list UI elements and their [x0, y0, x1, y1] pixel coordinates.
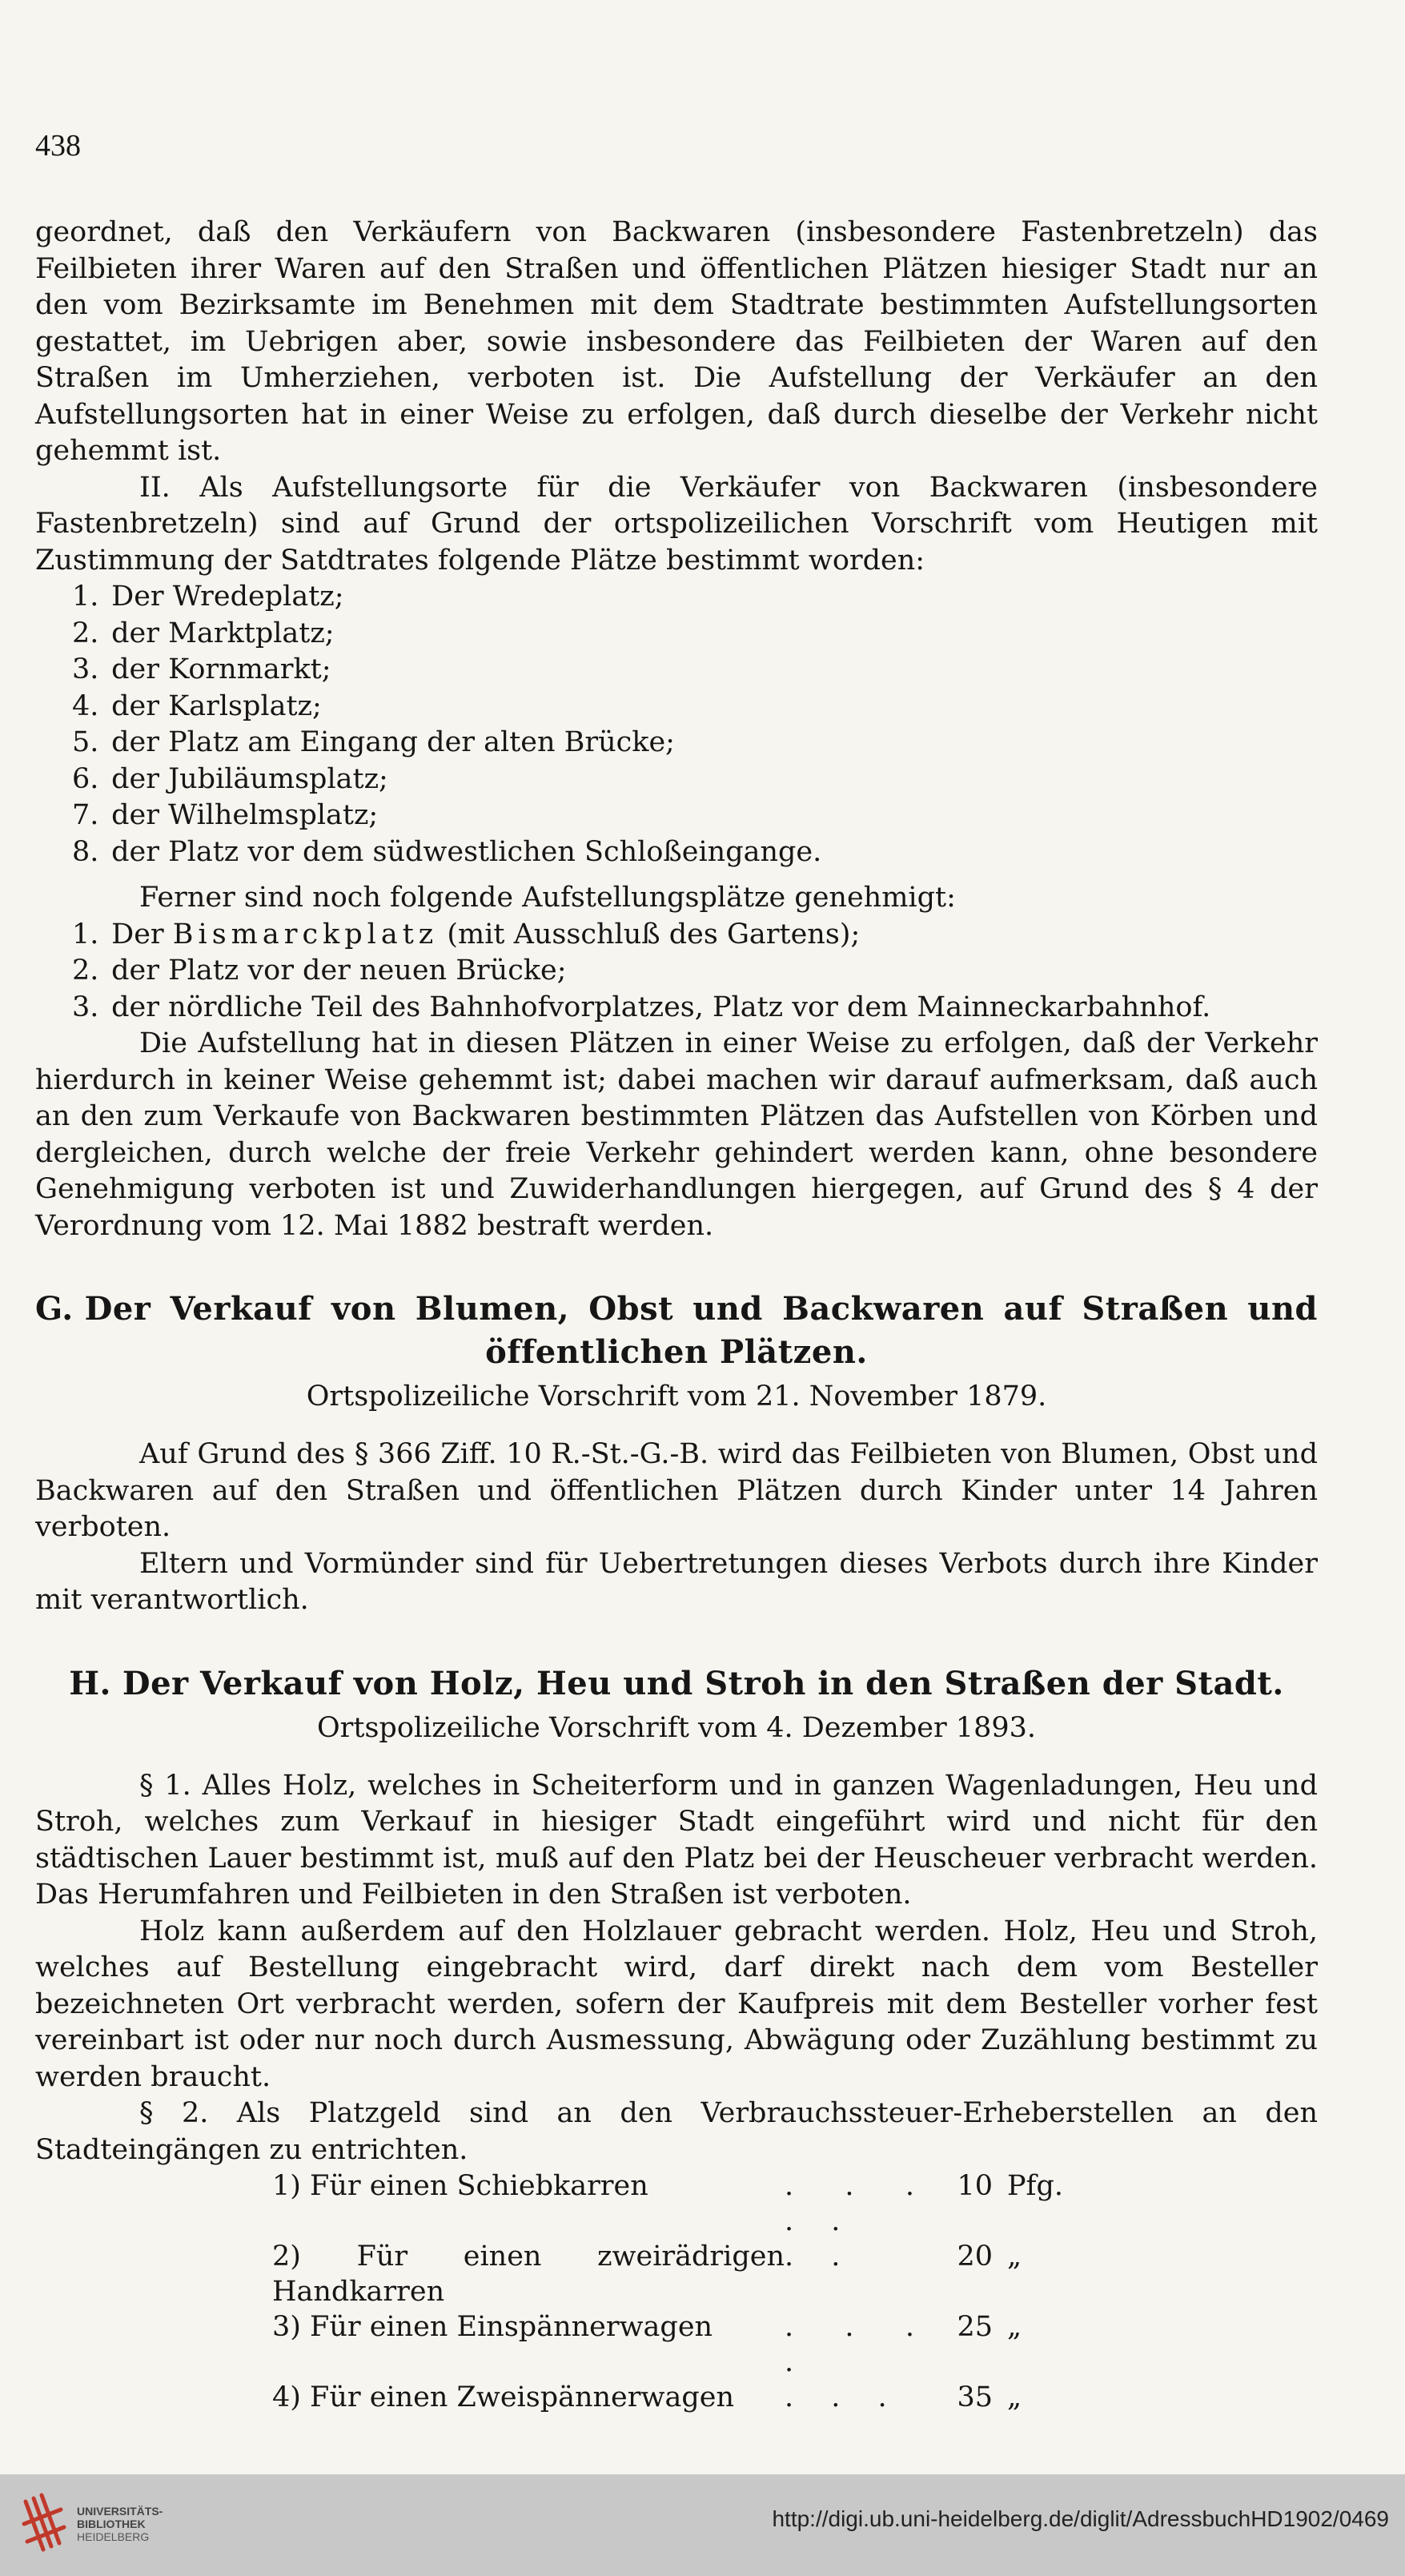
list-item: 1. Der Bismarckplatz (mit Ausschluß des Gartens);	[72, 918, 861, 950]
university-library-logo-icon	[19, 2492, 67, 2559]
list-item: 6. der Jubiläumsplatz;	[72, 762, 388, 795]
section-h-paragraph: § 2. Als Platzgeld sind an den Verbrauchssteuer-Erheberstellen an den Stadteingängen zu entrichten.	[35, 2097, 1318, 2166]
list-item: 2. der Platz vor der neuen Brücke;	[72, 954, 567, 987]
section-heading: Der Verkauf von Holz, Heu und Stroh in den Straßen der Stadt.	[122, 1664, 1284, 1702]
table-row: 3) Für einen Einspännerwagen . . . . 25 „	[272, 2311, 1022, 2378]
source-url-link[interactable]: http://digi.ub.uni-heidelberg.de/diglit/AdressbuchHD1902/0469	[772, 2506, 1389, 2531]
section-h-paragraph: Holz kann außerdem auf den Holzlauer gebracht werden. Holz, Heu und Stroh, welches auf Bestellung eingebracht wird, darf direkt nach dem vom Besteller bezeichneten Ort verbracht werden, sofern der Kaufpreis mit dem Besteller vorher fest vereinbart ist oder nur noch durch Ausmessung, Abwägung oder Zuzählung bestimmt zu werden braucht.	[35, 1915, 1318, 2093]
fee-table	[272, 2168, 1071, 2415]
section-h-subtitle: Ortspolizeiliche Vorschrift vom 4. Dezember 1893.	[316, 1711, 1037, 1744]
footer-bar	[0, 2474, 1405, 2576]
table-row: 2) Für einen zweirädrigen Handkarren . . 20 „	[272, 2240, 1022, 2308]
list-item: 3. der nördliche Teil des Bahnhofvorplatzes, Platz vor dem Mainneckarbahnhof.	[72, 991, 1211, 1023]
section-h-title	[35, 1662, 1318, 1706]
section-letter: G.	[35, 1290, 74, 1328]
places-list	[35, 579, 1318, 870]
library-name: UNIVERSITÄTS- BIBLIOTHEK HEIDELBERG	[77, 2505, 163, 2543]
intro-paragraph: II. Als Aufstellungsorte für die Verkäufer von Backwaren (insbesondere Fastenbretzeln) sind auf Grund der ortspolizeilichen Vorschrift vom Heutigen mit Zustimmung der Satdtrates folgende Plätze bestimmt worden:	[35, 471, 1318, 577]
spaced-emphasis: Bismarckplatz	[172, 918, 439, 950]
list-item: 3. der Kornmarkt;	[72, 653, 331, 685]
list-item: 8. der Platz vor dem südwestlichen Schloßeingange.	[72, 835, 822, 868]
list-item: 1. Der Wredeplatz;	[72, 581, 344, 613]
further-list	[35, 917, 1318, 1027]
list-item: 2. der Marktplatz;	[72, 617, 335, 649]
list-item: 7. der Wilhelmsplatz;	[72, 799, 379, 831]
section-g-subtitle: Ortspolizeiliche Vorschrift vom 21. November 1879.	[306, 1380, 1047, 1413]
intro-paragraph: geordnet, daß den Verkäufern von Backwaren (insbesondere Fastenbretzeln) das Feilbieten ihrer Waren auf den Straßen und öffentlichen Plätzen hiesiger Stadt nur an den vom Bezirksamte im Benehmen mit dem Stadtrate bestimmten Aufstellungsorten gestattet, im Uebrigen aber, sowie insbesondere das Feilbieten der Waren auf den Straßen im Umherziehen, verboten ist. Die Aufstellung der Verkäufer an den Aufstellungsorten hat in einer Weise zu erfolgen, daß durch dieselbe der Verkehr nicht gehemmt ist.	[35, 216, 1318, 467]
table-row: 4) Für einen Zweispännerwagen . . . 35 „	[272, 2381, 1022, 2413]
list-item: 4. der Karlsplatz;	[72, 689, 322, 722]
section-g-paragraph: Auf Grund des § 366 Ziff. 10 R.-St.-G.-B. wird das Feilbieten von Blumen, Obst und Backwaren auf den Straßen und öffentlichen Plätzen durch Kinder unter 14 Jahren verboten.	[35, 1438, 1318, 1543]
section-h-paragraph: § 1. Alles Holz, welches in Scheiterform und in ganzen Wagenladungen, Heu und Stroh, welches zum Verkauf in hiesiger Stadt eingeführt wird und nicht für den städtischen Lauer bestimmt ist, muß auf den Platz bei der Heuscheuer verbracht werden. Das Herumfahren und Feilbieten in den Straßen ist verboten.	[35, 1769, 1318, 1911]
list-item: 5. der Platz am Eingang der alten Brücke;	[72, 726, 675, 758]
further-intro: Ferner sind noch folgende Aufstellungsplätze genehmigt:	[139, 882, 956, 914]
section-letter: H.	[69, 1664, 111, 1702]
section-g-paragraph: Eltern und Vormünder sind für Uebertretungen dieses Verbots durch ihre Kinder mit verantwortlich.	[35, 1547, 1318, 1616]
table-row: 1) Für einen Schiebkarren . . . . . 10 Pfg.	[272, 2170, 1064, 2237]
page-number: 438	[35, 129, 81, 163]
closing-paragraph: Die Aufstellung hat in diesen Plätzen in einer Weise zu erfolgen, daß der Verkehr hierdurch in keiner Weise gehemmt ist; dabei machen wir darauf aufmerksam, daß auch an den zum Verkaufe von Backwaren bestimmten Plätzen das Aufstellen von Körben und dergleichen, durch welche der freie Verkehr gehindert werden kann, ohne besondere Genehmigung verboten ist und Zuwiderhandlungen hiergegen, auf Grund des § 4 der Verordnung vom 12. Mai 1882 bestraft werden.	[35, 1027, 1318, 1242]
section-heading: Der Verkauf von Blumen, Obst und Backwaren auf Straßen und öffentlichen Plätzen.	[84, 1290, 1318, 1371]
section-g-title	[35, 1288, 1318, 1374]
page-content	[35, 215, 1318, 2415]
